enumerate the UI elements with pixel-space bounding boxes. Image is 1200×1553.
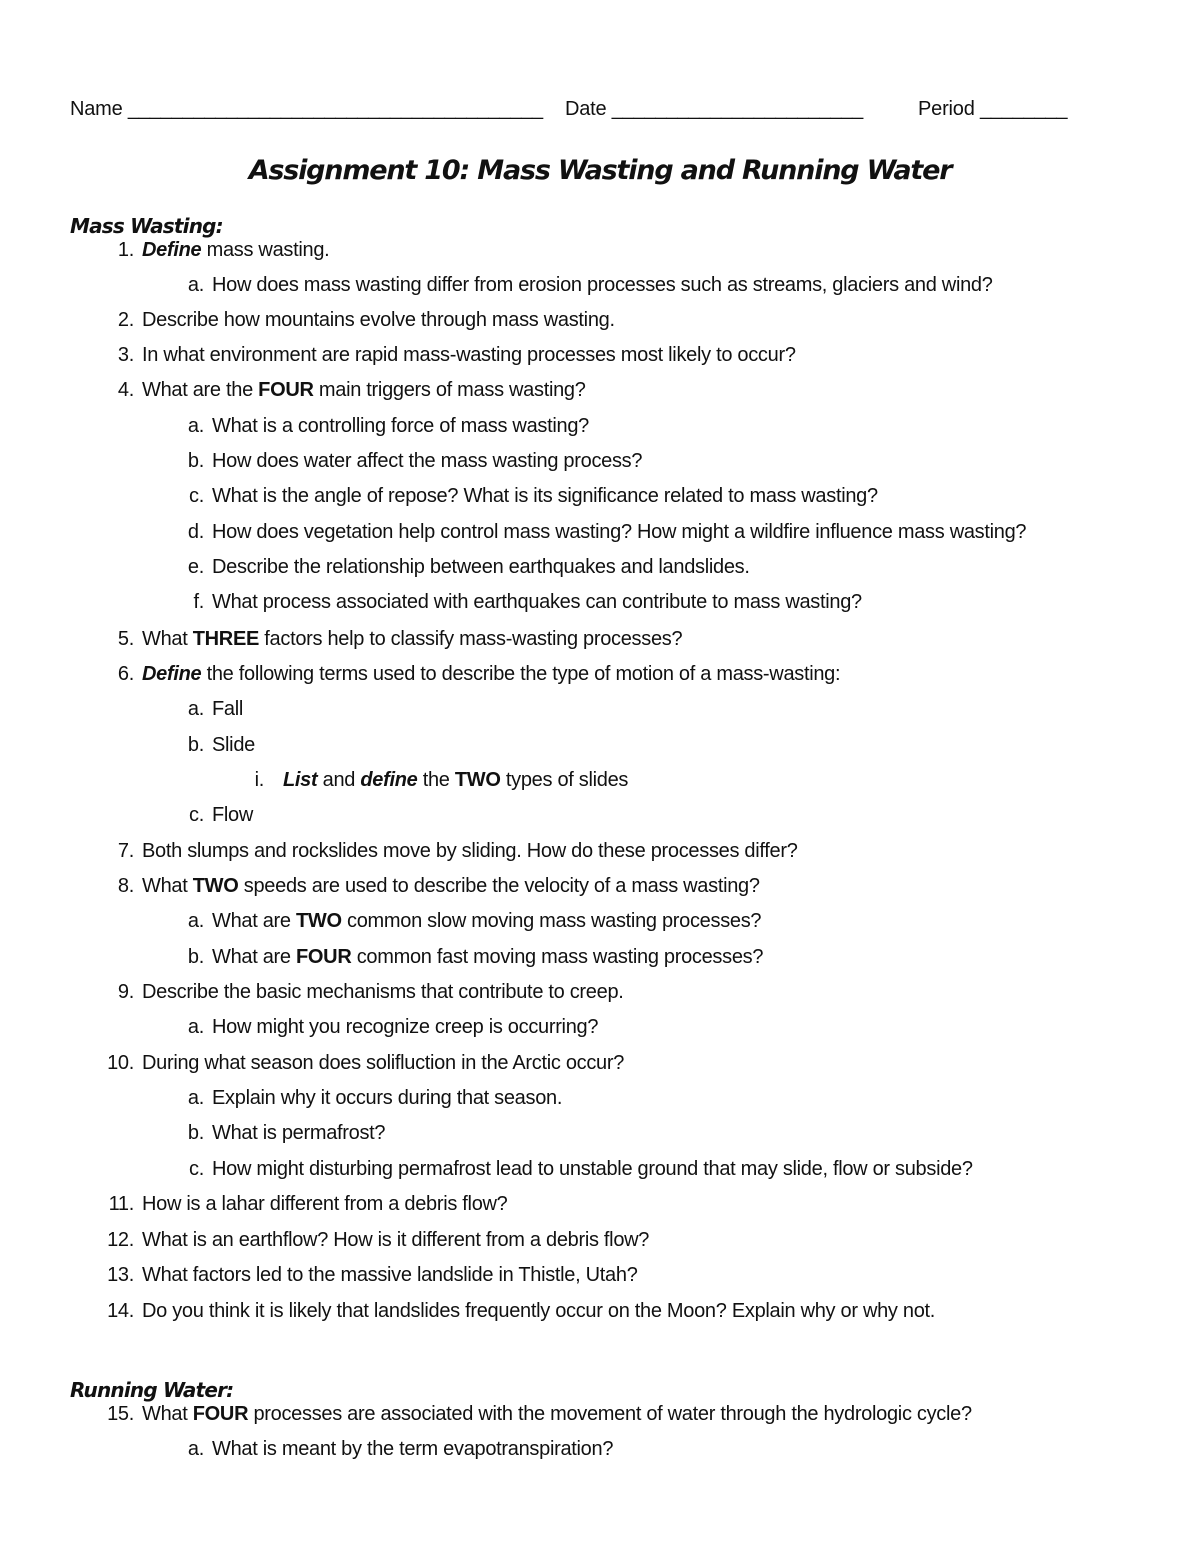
period-field: Period ________ [918,98,1068,120]
question-item [0,236,1200,264]
question-item [0,837,1200,865]
item-text [212,518,1026,546]
item-number: a. [187,1087,204,1109]
item-number: 14. [107,1300,134,1322]
text-run: the [417,769,455,791]
item-number: 11. [108,1193,134,1215]
question-item [0,1013,1200,1041]
text-run: In what environment are rapid mass-wasting processes most likely to occur? [142,344,796,366]
item-text [142,978,624,1006]
item-text [142,872,760,900]
question-item [0,1049,1200,1077]
item-number: 8. [117,875,134,897]
text-run: Do you think it is likely that landslides frequently occur on the Moon? Explain why or why not. [142,1300,936,1322]
section-heading-mass-wasting: Mass Wasting: [70,214,223,238]
item-text [142,837,798,865]
item-number: 7. [117,840,134,862]
item-number: a. [187,274,204,296]
question-item [0,1435,1200,1463]
item-number: 4. [117,379,134,401]
emphasis-text: List [283,769,318,791]
question-item [0,1226,1200,1254]
item-number: e. [187,556,204,578]
item-text [212,801,253,829]
question-item [0,1261,1200,1289]
item-number: b. [187,1122,204,1144]
item-text [142,1400,972,1428]
emphasis-text: TWO [296,910,342,932]
item-number: 5. [117,628,134,650]
item-text [212,553,750,581]
item-text [212,482,878,510]
text-run: How does vegetation help control mass wasting? How might a wildfire influence mass wasting? [212,521,1027,543]
emphasis-text: Define [142,239,202,261]
emphasis-text: Define [142,663,202,685]
item-text [212,1119,385,1147]
item-text [212,1435,613,1463]
text-run: common slow moving mass wasting processes? [341,910,762,932]
emphasis-text: TWO [454,769,501,791]
text-run: What is an earthflow? How is it different from a debris flow? [142,1229,650,1251]
item-text [212,731,255,759]
item-text [212,412,589,440]
text-run: How might you recognize creep is occurring? [212,1016,599,1038]
item-text [142,1226,649,1254]
question-item [0,1119,1200,1147]
question-item [0,1155,1200,1183]
question-item [0,1084,1200,1112]
text-run: Describe the relationship between earthquakes and landslides. [212,556,750,578]
item-number: c. [189,804,204,826]
emphasis-text: FOUR [296,946,352,968]
text-run: speeds are used to describe the velocity of a mass wasting? [238,875,760,897]
item-text [212,271,993,299]
item-number: a. [187,1438,204,1460]
name-field: Name ______________________________________ [70,98,543,120]
question-item [0,625,1200,653]
text-run: What factors led to the massive landslide in Thistle, Utah? [142,1264,638,1286]
text-run: factors help to classify mass-wasting processes? [259,628,683,650]
item-number: d. [187,521,204,543]
text-run: Both slumps and rockslides move by sliding. How do these processes differ? [142,840,798,862]
item-number: 1. [117,239,134,261]
item-text [212,1084,562,1112]
item-number: c. [189,1158,204,1180]
text-run: How does water affect the mass wasting process? [212,450,643,472]
item-text [142,1261,638,1289]
item-text [142,236,329,264]
item-text [212,943,763,971]
question-item [0,412,1200,440]
item-text [142,625,682,653]
text-run: How might disturbing permafrost lead to unstable ground that may slide, flow or subside? [212,1158,973,1180]
question-item [0,978,1200,1006]
section-heading-running-water: Running Water: [70,1378,234,1402]
item-number: c. [189,485,204,507]
emphasis-text: FOUR [192,1403,249,1425]
item-text [142,1190,508,1218]
text-run: What are the [142,379,259,401]
text-run: and [317,769,361,791]
item-number: 2. [117,309,134,331]
question-item [0,660,1200,688]
item-number: a. [187,910,204,932]
item-text [142,376,586,404]
item-number: a. [187,698,204,720]
item-number: a. [187,1016,204,1038]
question-item [0,376,1200,404]
question-item [0,518,1200,546]
item-number: i. [254,769,264,791]
text-run: What is the angle of repose? What is its significance related to mass wasting? [212,485,878,507]
item-text [212,447,642,475]
emphasis-text: THREE [192,628,260,650]
item-number: 12. [107,1229,134,1251]
question-item [0,907,1200,935]
text-run: Describe the basic mechanisms that contribute to creep. [142,981,624,1003]
date-field: Date _______________________ [565,98,864,120]
question-item [0,1297,1200,1325]
text-run: What [142,1403,193,1425]
question-item [0,341,1200,369]
item-text [212,695,243,723]
item-number: 3. [117,344,134,366]
text-run: Flow [212,804,254,826]
text-run: Describe how mountains evolve through mass wasting. [142,309,615,331]
text-run: What [142,875,193,897]
item-text [142,660,840,688]
question-item [0,1190,1200,1218]
text-run: What process associated with earthquakes can contribute to mass wasting? [212,591,862,613]
text-run: What is permafrost? [212,1122,386,1144]
item-number: 6. [117,663,134,685]
text-run: main triggers of mass wasting? [313,379,586,401]
item-number: b. [187,734,204,756]
item-number: 15. [107,1403,134,1425]
item-number: b. [187,450,204,472]
question-item [0,553,1200,581]
item-text [212,907,761,935]
question-item [0,1400,1200,1428]
text-run: How does mass wasting differ from erosion processes such as streams, glaciers and wind? [212,274,993,296]
question-item [0,943,1200,971]
item-text [142,341,796,369]
item-number: f. [193,591,204,613]
emphasis-text: define [360,769,418,791]
question-item [0,447,1200,475]
text-run: Fall [212,698,244,720]
text-run: What is meant by the term evapotranspiration? [212,1438,614,1460]
question-item [0,872,1200,900]
item-number: 9. [117,981,134,1003]
text-run: types of slides [500,769,629,791]
question-item [0,588,1200,616]
item-number: a. [187,415,204,437]
question-item [0,306,1200,334]
item-text [142,1297,935,1325]
question-item [0,766,1200,794]
item-number: 10. [107,1052,134,1074]
item-text [142,306,615,334]
item-text [212,1013,598,1041]
text-run: Explain why it occurs during that season. [212,1087,563,1109]
text-run: processes are associated with the movement of water through the hydrologic cycle? [248,1403,972,1425]
item-number: 13. [107,1264,134,1286]
text-run: the following terms used to describe the type of motion of a mass-wasting: [201,663,841,685]
emphasis-text: FOUR [258,379,314,401]
text-run: What are [212,946,296,968]
question-item [0,271,1200,299]
text-run: Slide [212,734,255,756]
text-run: What [142,628,193,650]
item-text [212,1155,973,1183]
question-item [0,731,1200,759]
item-text [283,766,628,794]
text-run: What is a controlling force of mass wasting? [212,415,589,437]
text-run: How is a lahar different from a debris flow? [142,1193,508,1215]
question-item [0,695,1200,723]
text-run: mass wasting. [201,239,330,261]
text-run: What are [212,910,296,932]
text-run: During what season does solifluction in the Arctic occur? [142,1052,625,1074]
text-run: common fast moving mass wasting processes? [351,946,764,968]
question-item [0,801,1200,829]
item-text [212,588,862,616]
emphasis-text: TWO [192,875,239,897]
item-number: b. [187,946,204,968]
page-title: Assignment 10: Mass Wasting and Running Water [248,155,952,186]
item-text [142,1049,624,1077]
question-item [0,482,1200,510]
